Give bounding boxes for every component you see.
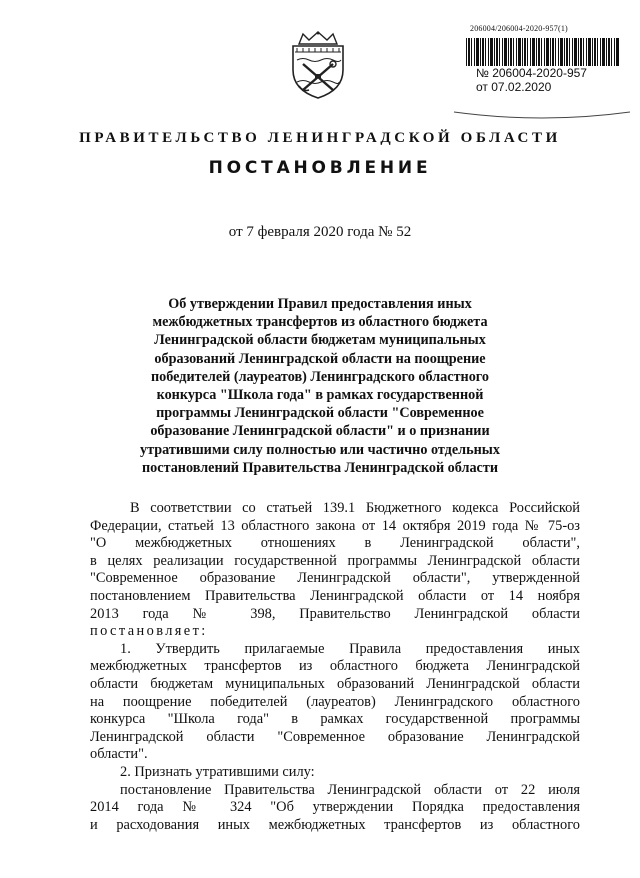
- subject-line: программы Ленинградской области "Современное: [156, 405, 484, 422]
- body-line: области бюджетам муниципальных образований Ленинградской области: [90, 675, 580, 692]
- body-line: 2014 года № 324 "Об утверждении Порядка предоставления: [90, 799, 580, 816]
- subject-line: победителей (лауреатов) Ленинградского областного: [150, 368, 489, 385]
- body-line: 1. Утвердить прилагаемые Правила предоставления иных: [120, 640, 580, 657]
- subject-line: конкурса "Школа года" в рамках государственной: [156, 387, 484, 404]
- subject-line: образований Ленинградской области на поощрение: [154, 350, 486, 367]
- body-line: "О межбюджетных отношениях в Ленинградской области",: [90, 535, 580, 552]
- registration-block: [476, 66, 587, 94]
- subject-line: Об утверждении Правил предоставления иных: [168, 296, 472, 312]
- body-line: и расходования иных межбюджетных трансфертов из областного: [90, 816, 580, 833]
- subject-line: Ленинградской области бюджетам муниципальных: [154, 332, 486, 349]
- document-type: ПОСТАНОВЛЕНИЕ: [208, 158, 432, 178]
- body-line: постановлением Правительства Ленинградской области от 14 ноября: [90, 587, 580, 604]
- body-line: Федерации, статьей 13 областного закона от 14 октября 2019 года № 75-оз: [90, 517, 580, 534]
- body-line: 2. Признать утратившими силу:: [120, 763, 315, 780]
- document-subject: [100, 295, 540, 477]
- body-line: В соответствии со статьей 139.1 Бюджетного кодекса Российской: [130, 500, 580, 516]
- body-line: в целях реализации государственной программы Ленинградской области: [90, 552, 580, 569]
- body-line: Ленинградской области "Современное образование Ленинградской: [90, 728, 580, 745]
- barcode: [466, 38, 620, 66]
- body-line: постановление Правительства Ленинградской области от 22 июля: [120, 781, 580, 798]
- body-line: области".: [90, 746, 148, 763]
- subject-line: образование Ленинградской области" и о признании: [150, 423, 490, 440]
- body-line: конкурса "Школа года" в рамках государственной программы: [90, 711, 580, 728]
- body-line: на поощрение победителей (лауреатов) Ленинградского областного: [90, 693, 580, 710]
- registration-date: от 07.02.2020: [476, 80, 552, 94]
- subject-line: постановлений Правительства Ленинградской области: [142, 459, 498, 476]
- registration-number: № 206004-2020-957: [476, 66, 587, 80]
- body-line: "Современное образование Ленинградской области", утвержденной: [90, 570, 580, 587]
- body-line-decree: постановляет:: [90, 623, 208, 640]
- document-body: [90, 500, 580, 834]
- body-line: межбюджетных трансфертов из областного бюджета Ленинградской: [90, 658, 580, 675]
- subject-line: утратившими силу полностью или частично отдельных: [140, 441, 500, 458]
- coat-of-arms-icon: [285, 30, 351, 100]
- registration-underline: [452, 108, 632, 122]
- registration-code-small: 206004/206004-2020-957(1): [470, 24, 568, 33]
- government-title: ПРАВИТЕЛЬСТВО ЛЕНИНГРАДСКОЙ ОБЛАСТИ: [79, 130, 561, 146]
- body-line: 2013 года № 398, Правительство Ленинградской области: [90, 605, 580, 622]
- document-date-number: от 7 февраля 2020 года № 52: [228, 224, 412, 240]
- subject-line: межбюджетных трансфертов из областного бюджета: [152, 314, 488, 331]
